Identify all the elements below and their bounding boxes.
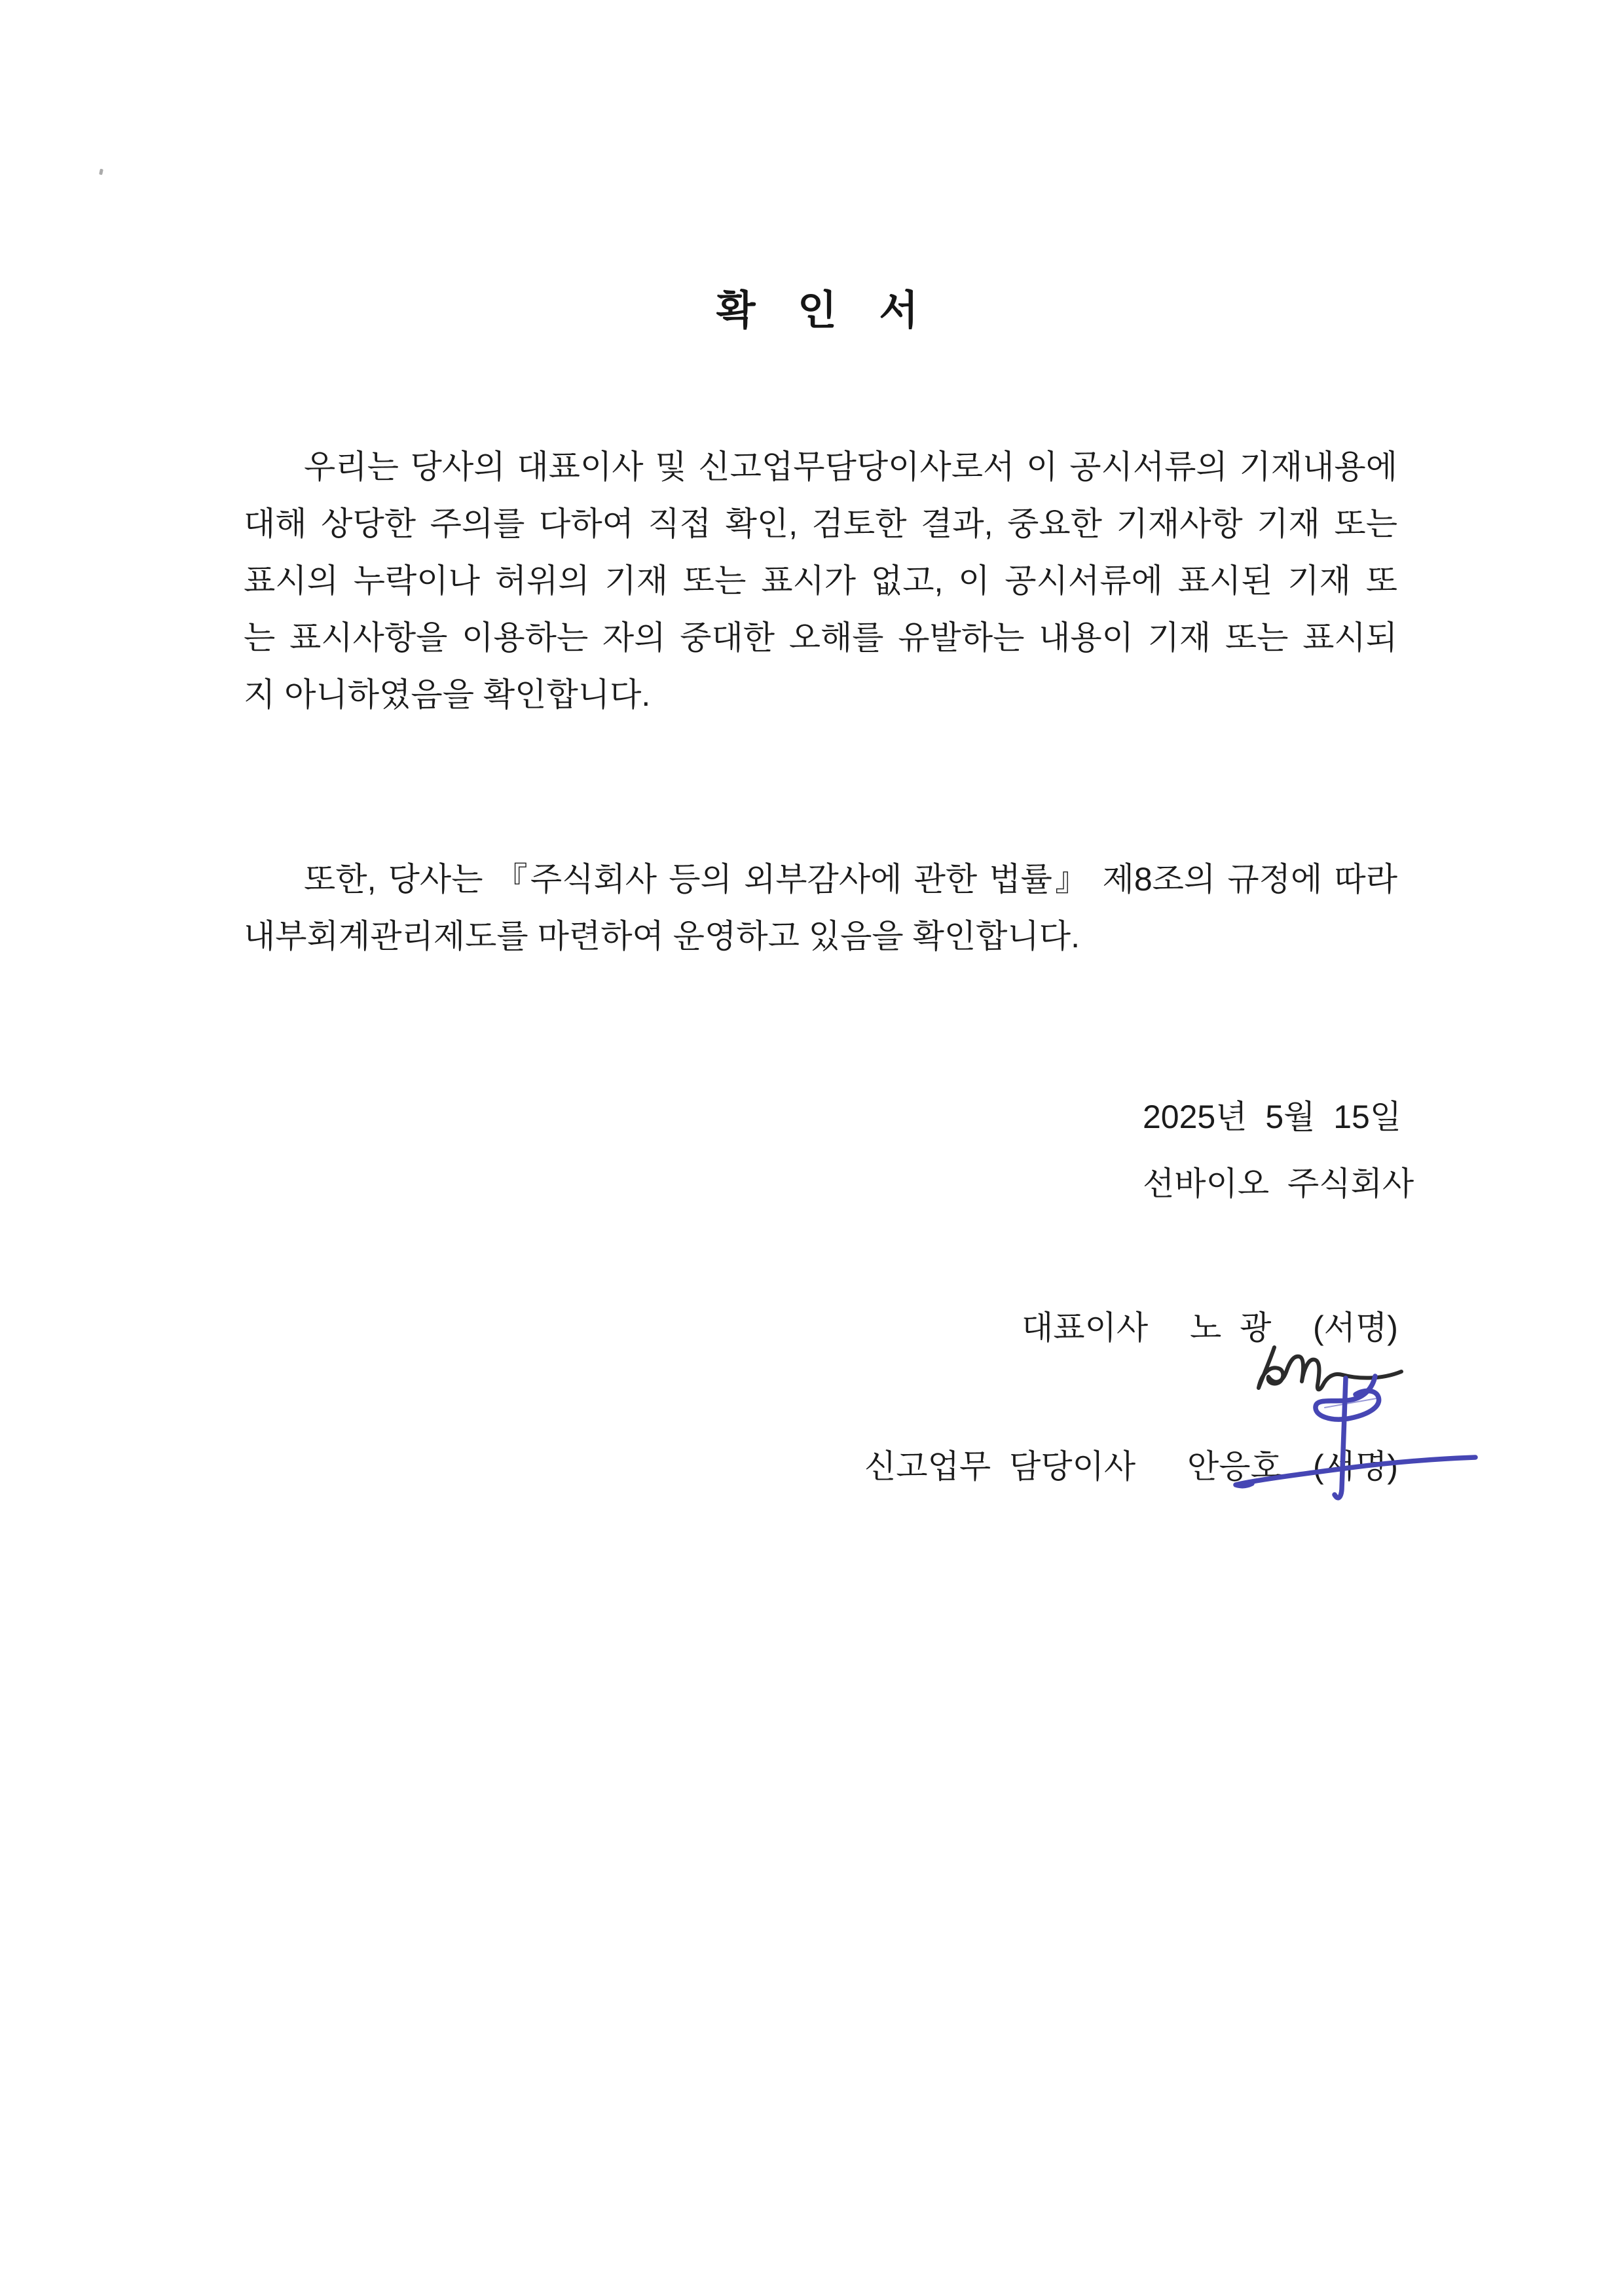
officer-role-label: 신고업무 담당이사 [864,1448,1136,1485]
paragraph-line: 내부회계관리제도를 마련하여 운영하고 있음을 확인합니다. [244,918,1080,955]
document-title: 확 인 서 [716,288,925,333]
paragraph-line: 또한, 당사는 『주식회사 등의 외부감사에 관한 법률』 제8조의 규정에 따라 [304,861,1397,898]
ceo-name: 노 광 [1190,1309,1272,1346]
paragraph-line: 대해 상당한 주의를 다하여 직접 확인, 검토한 결과, 중요한 기재사항 기재 또는 [244,505,1397,542]
closing-date: 2025년 5월 15일 [1143,1099,1402,1135]
ceo-signature-ink [1259,1347,1401,1389]
paragraph-line: 지 아니하였음을 확인합니다. [244,676,651,713]
ceo-sign-label: (서명) [1313,1309,1398,1346]
paragraph-line: 표시의 누락이나 허위의 기재 또는 표시가 없고, 이 공시서류에 표시된 기재 또 [244,562,1397,599]
officer-name: 안응호 [1187,1448,1282,1485]
scan-artifact-dot [99,169,103,175]
ceo-role-label: 대표이사 [1022,1309,1149,1346]
company-name: 선바이오 주식회사 [1143,1165,1414,1202]
paragraph-line: 는 표시사항을 이용하는 자의 중대한 오해를 유발하는 내용이 기재 또는 표시되 [244,619,1397,656]
confirmation-paragraph-1 [244,439,1397,723]
confirmation-paragraph-2 [244,851,1397,965]
paragraph-line: 우리는 당사의 대표이사 및 신고업무담당이사로서 이 공시서류의 기재내용에 [304,448,1397,485]
officer-sign-label: (서명) [1313,1448,1398,1485]
